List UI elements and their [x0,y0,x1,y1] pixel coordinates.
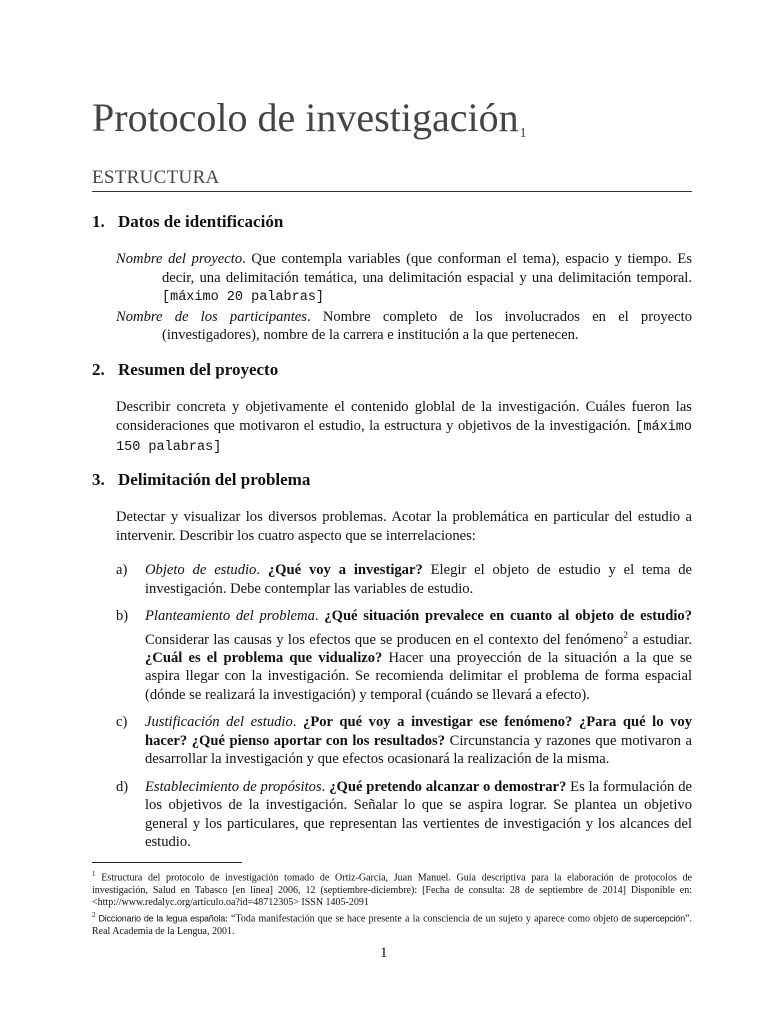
footnote-term: de supercepción [618,913,686,924]
footnote-text: ”. Real Academia de la Lengua, 2001. [92,913,692,937]
separator: . [256,562,268,578]
footnote-mark: 1 [92,870,96,878]
term-label: Nombre de los participantes [116,308,307,325]
title-footnote-ref[interactable]: 1 [519,126,527,141]
section-number: 1. [92,212,105,231]
list-item [116,713,692,769]
word-limit: [máximo 20 palabras] [162,290,325,305]
list-item [116,561,692,598]
separator: . [314,608,325,624]
item-text: Circunstancia y razones que motivaron a desarrollar la investigación y que efectos ocasionará la realización de la misma. [145,732,692,768]
separator: . [292,714,304,731]
item-label: Establecimiento de propósitos [145,778,322,795]
participants-paragraph [116,308,692,345]
paragraph-text: Describir concreta y objetivamente el contenido globlal de la investigación. Cuáles fueron las consideraciones que motivaron el estudio, la estructura y objetivos de la investigación. [116,399,692,434]
footnote-1 [92,868,692,909]
item-label: Justificación del estudio [145,714,293,731]
summary-paragraph [116,398,692,458]
item-question: ¿Qué situación prevalece en cuanto al objeto de estudio? [324,608,693,624]
item-text: Es la formulación de los objetivos de la investigación. Señalar lo que se aspira lograr. Se plantea un objetivo general y los particulares, que representan las vertientes de investigación y los alcances del estudio. [145,778,693,851]
item-text: Hacer una proyección de la situación a la que se aspira llegar con la investigación. Se recomienda delimitar el problema de forma espacial (dónde se realizará la investigación) y temporal (cuándo se llevará a efecto). [145,649,692,703]
word-limit: [máximo 150 palabras] [116,419,692,455]
summary-block [116,398,692,458]
list-marker: c) [116,714,128,731]
item-question: ¿Por qué voy a investigar ese fenómeno? ¿Para qué lo voy hacer? ¿Qué pienso aportar con los resultados? [145,714,693,749]
section-heading-1 [92,212,283,232]
page-title [92,94,527,142]
section-title: Datos de identificación [118,212,284,231]
list-marker: b) [116,608,129,624]
footnote-divider [92,862,242,863]
paragraph-text: . Nombre completo de los involucrados en el proyecto (investigadores), nombre de la carrera e institución a la que pertenecen. [162,308,692,343]
footnote-text: Estructura del protocolo de investigación tomado de Ortiz-García, Juan Manuel. Guía descriptiva para la elaboración de protocolos de investigación, Salud en Tabasco [en línea] 2006, 12 (septiembre-diciembre): [Fecha de consulta: 28 de septiembre de 2014] Disponible en:<http://www.redalyc.org/articulo.oa?id=48712305> ISSN 1405-2091 [92,872,692,908]
item-label: Objeto de estudio [145,562,257,578]
paragraph-text: . Que contempla variables (que conforman el tema), espacio y tiempo. Es decir, una delimitación temática, una delimitación espacial y una delimitación temporal. [162,251,693,286]
list-item [116,607,692,704]
item-text: Elegir el objeto de estudio y el tema de investigación. Debe contemplar las variables de estudio. [145,562,692,597]
section-title: Resumen del proyecto [118,360,279,379]
aspects-list [116,561,692,861]
problem-intro-block [116,508,692,545]
section-heading-2 [92,360,278,380]
footnote-2 [92,909,692,938]
footnote-source-title: Diccionario de la legua española [95,913,226,924]
section-heading-3 [92,470,310,490]
list-item [116,778,692,852]
problem-intro-paragraph: Detectar y visualizar los diversos problemas. Acotar la problemática en particular del estudio a intervenir. Describir los cuatro aspecto que se interrelaciones: [116,509,692,544]
section-number: 2. [92,360,105,379]
project-name-paragraph [116,250,692,308]
item-text: a estudiar. [627,631,692,648]
footnote-ref-2[interactable]: 2 [623,629,628,640]
item-question: ¿Qué voy a investigar? [267,562,423,578]
footnotes [92,868,692,938]
item-text: Considerar las causas y los efectos que se producen en el contexto del fenómeno [145,631,624,648]
list-marker: a) [116,562,128,578]
separator: . [321,778,330,795]
list-marker: d) [116,778,129,795]
item-label: Planteamiento del problema [145,608,315,624]
section-title: Delimitación del problema [118,470,311,489]
document-page [92,0,692,1024]
title-text: Protocolo de investigación [92,95,519,140]
footnote-mark: 2 [92,911,96,920]
term-label: Nombre del proyecto [116,251,243,267]
item-question: ¿Cuál es el problema que vidualizo? [145,649,383,666]
page-number: 1 [380,945,388,961]
section-number: 3. [92,470,105,489]
identification-block [116,250,692,345]
section-subtitle: ESTRUCTURA [92,167,692,192]
footnote-text: : “Toda manifestación que se hace presente a la consciencia de un sujeto y aparece como objeto [225,913,619,925]
item-question: ¿Qué pretendo alcanzar o demostrar? [329,778,567,795]
